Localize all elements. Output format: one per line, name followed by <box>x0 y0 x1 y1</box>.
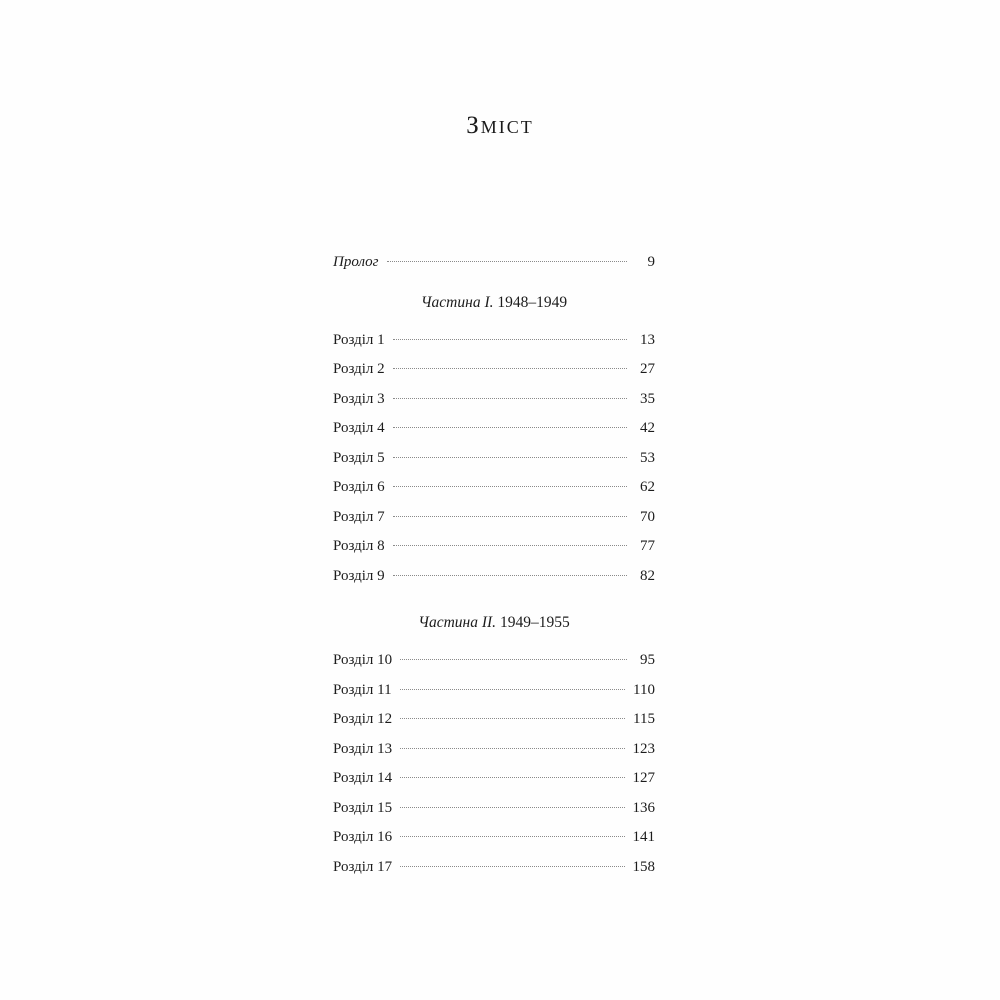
toc-entry <box>333 420 655 450</box>
part-heading-years: 1948–1949 <box>493 293 568 311</box>
part-heading-years: 1949–1955 <box>496 614 570 631</box>
dot-leader <box>400 748 624 749</box>
dot-leader <box>393 516 627 517</box>
toc-page-number: 127 <box>632 770 655 786</box>
toc-page-number: 77 <box>640 538 655 554</box>
dot-leader <box>400 866 624 867</box>
toc-page-number: 158 <box>632 858 655 875</box>
dot-leader <box>393 486 627 487</box>
toc-entry <box>333 332 655 362</box>
toc-page-number: 9 <box>647 254 655 270</box>
dot-leader <box>393 368 627 369</box>
toc-entry-label: Розділ 8 <box>333 538 385 554</box>
part-heading-1 <box>333 294 655 332</box>
toc-entry <box>333 509 655 539</box>
toc-entry-label: Розділ 1 <box>333 331 385 348</box>
dot-leader <box>393 545 627 546</box>
toc-entry-label: Розділ 10 <box>333 652 393 668</box>
toc-entry <box>333 391 655 421</box>
toc-page-number: 62 <box>640 479 655 495</box>
dot-leader <box>393 575 627 576</box>
toc-entry-label: Розділ 4 <box>333 420 385 436</box>
toc-page-number: 70 <box>640 508 655 525</box>
dot-leader <box>393 457 627 458</box>
part-heading-label: Частина I. <box>420 293 494 311</box>
part-heading-2 <box>333 614 655 652</box>
dot-leader <box>400 718 625 719</box>
toc-page-number: 110 <box>633 681 655 698</box>
toc-entry-label: Розділ 15 <box>333 799 393 816</box>
toc-page-number: 13 <box>640 331 655 348</box>
dot-leader <box>400 777 624 778</box>
toc-entry-label: Розділ 3 <box>333 390 385 407</box>
dot-leader <box>387 261 627 262</box>
part-heading-label: Частина II. <box>418 614 497 631</box>
part-1-chapters <box>333 332 655 598</box>
toc-entry <box>333 682 655 712</box>
toc-entry-label: Розділ 5 <box>333 449 385 466</box>
dot-leader <box>400 836 624 837</box>
toc-entry <box>333 770 655 800</box>
toc-page-number: 141 <box>632 829 655 845</box>
toc-entry <box>333 711 655 741</box>
part-2-chapters <box>333 652 655 888</box>
toc-entry <box>333 741 655 771</box>
toc-entry <box>333 829 655 859</box>
toc-page-number: 123 <box>632 740 655 757</box>
table-of-contents <box>333 254 655 888</box>
toc-entry-label: Розділ 11 <box>333 681 392 698</box>
page-title: Зміст <box>466 112 534 139</box>
toc-entry-label: Розділ 13 <box>333 740 393 757</box>
toc-entry-label: Розділ 7 <box>333 508 385 525</box>
dot-leader <box>400 807 624 808</box>
toc-page-number: 35 <box>640 390 655 407</box>
toc-entry-label: Розділ 9 <box>333 567 385 584</box>
dot-leader <box>393 339 627 340</box>
toc-entry-label: Розділ 14 <box>333 770 393 786</box>
toc-entry <box>333 538 655 568</box>
toc-page-number: 136 <box>632 799 655 816</box>
dot-leader <box>400 689 625 690</box>
toc-page-number: 42 <box>640 420 655 436</box>
toc-entry <box>333 450 655 480</box>
toc-page-number: 115 <box>633 711 655 727</box>
toc-entry-label: Розділ 6 <box>333 479 385 495</box>
dot-leader <box>400 659 627 660</box>
toc-entry <box>333 361 655 391</box>
toc-entry-label: Пролог <box>333 254 379 270</box>
toc-entry <box>333 859 655 889</box>
toc-page-number: 95 <box>640 652 655 668</box>
toc-page-number: 53 <box>640 449 655 466</box>
toc-entry-label: Розділ 12 <box>333 711 393 727</box>
dot-leader <box>393 427 627 428</box>
toc-entry <box>333 568 655 598</box>
toc-entry-prologue <box>333 254 655 284</box>
toc-entry-label: Розділ 16 <box>333 829 393 845</box>
toc-page-number: 82 <box>640 567 655 584</box>
dot-leader <box>393 398 627 399</box>
toc-entry-label: Розділ 2 <box>333 361 385 377</box>
toc-entry <box>333 652 655 682</box>
toc-page-number: 27 <box>640 361 655 377</box>
toc-entry-label: Розділ 17 <box>333 858 393 875</box>
toc-entry <box>333 479 655 509</box>
toc-entry <box>333 800 655 830</box>
